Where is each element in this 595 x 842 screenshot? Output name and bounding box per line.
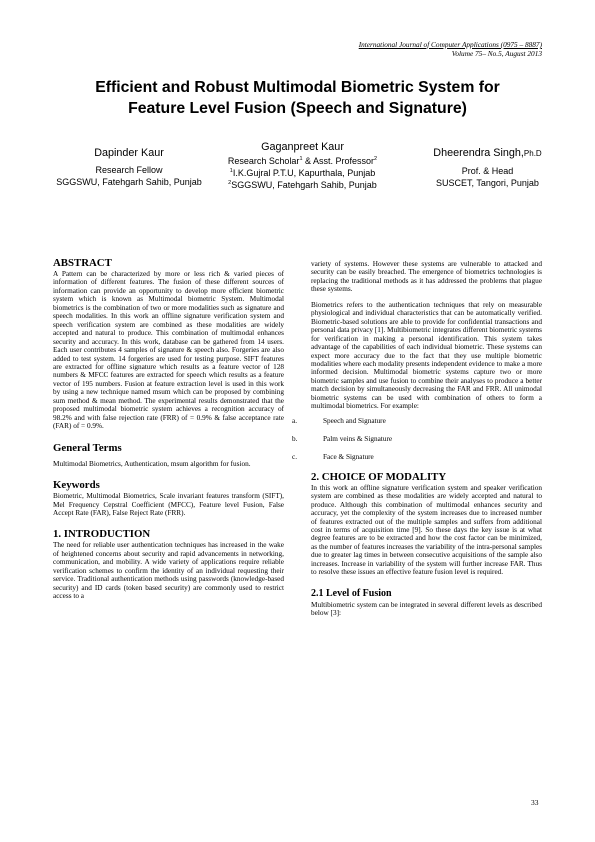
level-of-fusion-text: Multibiometric system can be integrated in several different levels as described below [3]:: [311, 600, 542, 618]
author-affiliation: $^1$I.K.Gujral P.T.U, Kapurthala, Punjab: [229, 168, 376, 178]
list-item: c. Face & Signature: [292, 452, 374, 461]
page-number: 33: [531, 798, 539, 807]
journal-volume: Volume 75– No.5, August 2013: [451, 49, 542, 58]
choice-of-modality-heading: 2. CHOICE OF MODALITY: [311, 470, 447, 483]
keywords-text: Biometric, Multimodal Biometrics, Scale invariant features transform (SIFT), Mel Frequency Cepstral Coefficient (MFCC), Feature level Fusion, False Accept Rate (FAR), False Reject Rate (FRR).: [53, 492, 284, 517]
introduction-continuation: variety of systems. However these systems are vulnerable to attacked and security can be easily breached. The emergence of biometrics technologies is replacing the traditional methods as it has addressed the problems that plague these systems.: [311, 260, 542, 294]
journal-name: International Journal of Computer Applications (0975 – 8887): [358, 40, 542, 49]
author-affiliation: $^2$SGGSWU, Fatehgarh Sahib, Punjab: [228, 180, 377, 190]
introduction-text: The need for reliable user authentication techniques has increased in the wake of heightened concerns about security and rapid advancements in networking, communication, and mobility. A wide variety of applications require reliable verification schemes to confirm the identity of an individual requesting their service. Traditional authentication methods using passwords (knowledge-based security) and ID cards (token based security) are commonly used to restrict access to a: [53, 541, 284, 601]
list-item: a. Speech and Signature: [292, 416, 386, 425]
level-of-fusion-heading: 2.1 Level of Fusion: [311, 587, 392, 599]
author-block-2: [205, 140, 400, 191]
choice-of-modality-text: In this work an offline signature verification system and speaker verification system are combined as these modalities are widely accepted and natural to produce. Although this combination of multimodal enhances security and accuracy, yet the complexity of the system increases due to increased number of features extracted out of the multiple samples and suffers from additional cost in terms of acquisition time [9]. So these days the key issue is at what degree features are to be extracted and how the cost factor can be minimized, as the number of features increases the variability of the intra-personal samples due to greater lag times in between consecutive acquisitions of the sample also increases. Increase in variability of the system will further increase FAR. Thus to resolve these issues an effective feature fusion level is required.: [311, 483, 542, 577]
author-affiliation: SGGSWU, Fatehgarh Sahib, Punjab: [56, 177, 202, 187]
author-block-1: [40, 146, 218, 188]
keywords-heading: Keywords: [53, 479, 100, 492]
abstract-text: A Pattern can be characterized by more or less rich & varied pieces of information of different features. The fusion of these different sources of information can provide an opportunity to develop more efficient biometric system which is known as Multimodal biometric System. Multimodal biometrics is the combination of two or more modalities such as signature and speech modalities. In this work an offline signature verification system and speech verification system are combined as these modalities are widely accepted and natural to produce. This combination of multimodal enhances security and accuracy. In this work, database can be gathered from 14 users. Each user contributes 4 samples of signature & speech also. Forgeries are also added to test system. 14 forgeries are used for testing purpose. SIFT features are extracted for offline signature which results as a feature vector of 128 numbers & MFCC features are extracted for speech which results as a feature vector of 195 numbers. Fusion at feature extraction level is used in this work by using a new technique named msum which can be proposed by combining sum method & mean method. The experimental results demonstrated that the proposed multimodal biometric system achieves a recognition accuracy of 98.2% and with false rejection rate (FRR) of = 0.9% & false acceptance rate (FAR) of = 0.9%.: [53, 270, 284, 431]
introduction-paragraph-2: Biometrics refers to the authentication techniques that rely on measurable physiological and individual characteristics that can be automatically verified. Biometric-based solutions are able to provide for confidential transactions and personal data privacy [1]. Multibiometric integrates different biometric systems for verification in making a personal identification. This system takes advantage of the capabilities of each individual biometric. These systems can expect more accuracy due to the fact that they use multiple biometric modalities where each modality presents independent evidence to make a more informed decision. Multimodal biometric systems capture two or more biometric samples and use fusion to combine their analyses to produce a better match decision by simultaneously decreasing the FAR and FRR. All unimodal biometric systems can be used with combination of others to form a multimodal biometrics. For example:: [311, 300, 542, 411]
paper-title-line-2: Feature Level Fusion (Speech and Signature): [128, 100, 467, 117]
journal-header: [359, 40, 542, 58]
author-affiliation: SUSCET, Tangori, Punjab: [436, 178, 539, 188]
paper-title: [40, 77, 555, 119]
left-column: [53, 257, 284, 601]
paper-title-line-1: Efficient and Robust Multimodal Biometric System for: [95, 79, 500, 96]
list-item: b. Palm veins & Signature: [292, 434, 393, 443]
author-name: Gaganpreet Kaur: [261, 141, 344, 153]
general-terms-text: Multimodal Biometrics, Authentication, msum algorithm for fusion.: [53, 459, 251, 468]
author-affiliation: Research Scholar$^1$ & Asst. Professor$^2$: [227, 156, 378, 166]
author-block-3: [405, 146, 570, 189]
general-terms-heading: General Terms: [53, 441, 122, 454]
abstract-heading: ABSTRACT: [53, 257, 112, 269]
right-column: [292, 260, 542, 618]
author-affiliation: Research Fellow: [95, 165, 163, 175]
introduction-heading: 1. INTRODUCTION: [53, 528, 151, 541]
author-affiliation: Prof. & Head: [461, 166, 514, 176]
author-name: Dapinder Kaur: [94, 147, 164, 159]
author-name: Dheerendra Singh,Ph.D: [433, 147, 542, 159]
modality-examples-list: [292, 416, 542, 462]
